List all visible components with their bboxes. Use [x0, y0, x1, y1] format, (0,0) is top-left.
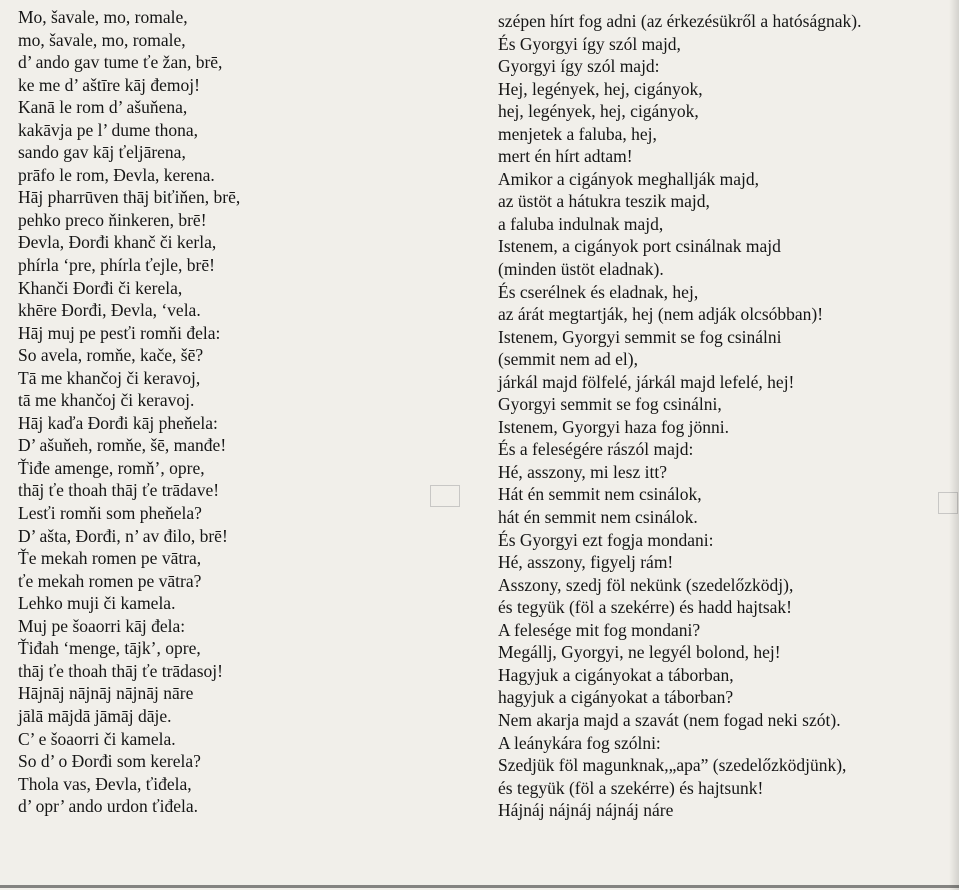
translation-line: Hé, asszony, figyelj rám! — [498, 552, 674, 573]
translation-line: Hát én semmit nem csinálok, — [498, 484, 702, 505]
translation-line: Gyorgyi így szól majd: — [498, 56, 660, 77]
translation-line: az árát megtartják, hej (nem adják olcsóbban)! — [498, 304, 824, 325]
translation-line: Hé, asszony, mi lesz itt? — [498, 461, 667, 482]
translation-line: hej, legények, hej, cigányok, — [498, 101, 699, 122]
lyric-line: Ťe mekah romen pe vātra, — [18, 548, 202, 569]
lyric-line: ke me d’ aštīre kāj đemoj! — [18, 74, 200, 95]
lyric-line: Muj pe šoaorri kāj đela: — [18, 615, 186, 636]
lyric-line: prāfo le rom, Đevla, kerena. — [18, 164, 215, 185]
lyric-line: thāj ťe thoah thāj ťe trādasoj! — [18, 660, 223, 681]
lyric-line: Tā me khančoj či keravoj, — [18, 367, 201, 388]
translation-line: Gyorgyi semmit se fog csinálni, — [498, 394, 722, 415]
lyric-line: phírla ‘pre, phírla ťejle, brē! — [18, 255, 215, 276]
translation-line: Asszony, szedj föl nekünk (szedelőzködj), — [498, 574, 794, 595]
translation-line: És a feleségére rászól majd: — [498, 439, 694, 460]
lyric-line: Lesťi romňi som pheňela? — [18, 503, 202, 524]
translation-line: Istenem, Gyorgyi semmit se fog csinálni — [498, 326, 782, 347]
translation-line: menjetek a faluba, hej, — [498, 123, 657, 144]
translation-line: (semmit nem ad el), — [498, 349, 638, 370]
lyric-line: Ťiđah ‘menge, tājk’, opre, — [18, 638, 201, 659]
translation-line: és tegyük (föl a szekérre) és hadd hajtsak! — [498, 597, 792, 618]
lyric-line: sando gav kāj ťeljārena, — [18, 142, 186, 163]
translation-line: Hej, legények, hej, cigányok, — [498, 78, 703, 99]
translation-line: szépen hírt fog adni (az érkezésükről a hatóságnak). — [498, 11, 862, 31]
romani-lyrics-column — [18, 6, 240, 818]
translation-line: Amikor a cigányok meghallják majd, — [498, 168, 759, 189]
lyric-line: Hāj kaďa Đorđi kāj pheňela: — [18, 412, 218, 433]
translation-line: a faluba indulnak majd, — [498, 213, 664, 234]
translation-line: Szedjük föl magunknak,„apa” (szedelőzködjünk), — [498, 755, 847, 776]
lyric-line: d’ ando gav tume ťe žan, brē, — [18, 52, 223, 73]
lyric-line: tā me khančoj či keravoj. — [18, 390, 195, 411]
lyric-line: ťe mekah romen pe vātra? — [18, 570, 202, 591]
translation-line: (minden üstöt eladnak). — [498, 259, 664, 280]
translation-line: És cserélnek és eladnak, hej, — [498, 281, 699, 302]
translation-line: az üstöt a hátukra teszik majd, — [498, 191, 710, 212]
page-edge-shadow — [949, 0, 959, 890]
hungarian-translation-column — [498, 10, 861, 822]
translation-line: járkál majd fölfelé, járkál majd lefelé, hej! — [498, 371, 795, 392]
translation-line: Megállj, Gyorgyi, ne legyél bolond, hej! — [498, 642, 781, 663]
lyric-line: Ťiđe amenge, romň’, opre, — [18, 457, 205, 478]
lyric-line: pehko preco ňinkeren, brē! — [18, 209, 207, 230]
lyric-line: thāj ťe thoah thāj ťe trādave! — [18, 480, 220, 501]
translation-line: Nem akarja majd a szavát (nem fogad neki szót). — [498, 709, 841, 730]
lyric-line: Mo, šavale, mo, romale, — [18, 7, 188, 27]
lyric-line: Hāj muj pe pesťi romňi đela: — [18, 322, 221, 343]
translation-line: hát én semmit nem csinálok. — [498, 507, 698, 528]
translation-line: és tegyük (föl a szekérre) és hajtsunk! — [498, 777, 764, 798]
translation-line: A felesége mit fog mondani? — [498, 619, 701, 640]
translation-line: És Gyorgyi ezt fogja mondani: — [498, 529, 714, 550]
lyric-line: jālā mājdā jāmāj dāje. — [18, 705, 172, 726]
lyric-line: kakāvja pe l’ dume thona, — [18, 119, 198, 140]
lyric-line: d’ opr’ ando urdon ťiđela. — [18, 796, 198, 817]
lyric-line: Đevla, Đorđi khanč či kerla, — [18, 232, 217, 253]
lyric-line: Kanā le rom d’ ašuňena, — [18, 97, 188, 118]
bleed-through-box — [430, 485, 460, 507]
lyric-line: Khanči Đorđi či kerela, — [18, 277, 183, 298]
translation-line: Istenem, Gyorgyi haza fog jönni. — [498, 416, 730, 437]
lyric-line: Hājnāj nājnāj nājnāj nāre — [18, 683, 194, 704]
lyric-line: Lehko muji či kamela. — [18, 593, 176, 614]
lyric-line: D’ ašta, Đorđi, n’ av đilo, brē! — [18, 525, 228, 546]
translation-line: Istenem, a cigányok port csinálnak majd — [498, 236, 781, 257]
translation-line: Hagyjuk a cigányokat a táborban, — [498, 664, 734, 685]
translation-line: És Gyorgyi így szól majd, — [498, 33, 681, 54]
lyric-line: C’ e šoaorri či kamela. — [18, 728, 176, 749]
lyric-line: Thola vas, Đevla, ťiđela, — [18, 773, 192, 794]
translation-line: mert én hírt adtam! — [498, 146, 633, 167]
lyric-line: So avela, romňe, kače, šē? — [18, 345, 204, 366]
lyric-line: mo, šavale, mo, romale, — [18, 29, 186, 50]
lyric-line: So d’ o Đorđi som kerela? — [18, 751, 201, 772]
lyric-line: D’ ašuňeh, romňe, šē, manđe! — [18, 435, 227, 456]
lyric-line: khēre Đorđi, Đevla, ‘vela. — [18, 300, 201, 321]
translation-line: hagyjuk a cigányokat a táborban? — [498, 687, 734, 708]
page-bottom-edge — [0, 885, 959, 888]
translation-line: Hájnáj nájnáj nájnáj náre — [498, 800, 674, 821]
translation-line: A leánykára fog szólni: — [498, 732, 661, 753]
lyric-line: Hāj pharrūven thāj biťiňen, brē, — [18, 187, 241, 208]
